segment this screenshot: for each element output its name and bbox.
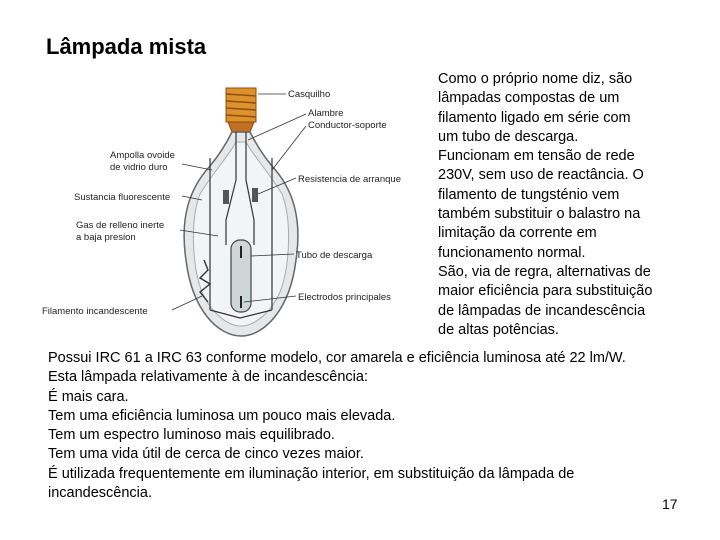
side-line: um tubo de descarga. — [438, 128, 579, 145]
body-line: É utilizada frequentemente em iluminação interior, em substituição da lâmpada de — [48, 465, 575, 482]
side-description — [438, 70, 698, 340]
slide-title: Lâmpada mista — [46, 34, 207, 59]
page-number: 17 — [662, 496, 678, 512]
side-line: Como o próprio nome diz, são — [438, 71, 633, 87]
lamp-base — [226, 88, 256, 132]
body-line: Tem uma vida útil de cerca de cinco vezes maior. — [48, 446, 364, 463]
label-tubo: Tubo de descarga — [296, 250, 373, 261]
side-line: de lâmpadas de incandescência — [438, 302, 646, 319]
side-line: funcionamento normal. — [438, 244, 586, 261]
label-sustancia: Sustancia fluorescente — [74, 192, 171, 203]
side-line: limitação da corrente em — [438, 225, 597, 242]
side-line: maior eficiência para substituição — [438, 283, 653, 300]
side-line: São, via de regra, alternativas de — [438, 263, 651, 280]
body-line: Possui IRC 61 a IRC 63 conforme modelo, cor amarela e eficiência luminosa até 22 lm/W. — [48, 350, 626, 366]
label-resistencia: Resistencia de arranque — [298, 174, 401, 185]
body-line: Tem uma eficiência luminosa um pouco mais elevada. — [48, 407, 396, 424]
label-gas-2: a baja presion — [76, 232, 136, 243]
side-line: também substituir o balastro na — [438, 206, 641, 223]
label-ampolla-1: Ampolla ovoide — [110, 150, 175, 161]
side-line: filamento ligado em série com — [438, 109, 631, 126]
label-electrodos: Electrodos principales — [298, 292, 391, 303]
body-line: Tem um espectro luminoso mais equilibrado. — [48, 427, 335, 444]
body-line: É mais cara. — [48, 388, 129, 405]
side-line: Funcionam em tensão de rede — [438, 148, 635, 165]
label-alambre: Alambre — [308, 108, 344, 119]
mixed-lamp-diagram — [40, 70, 420, 350]
label-ampolla-2: de vidrio duro — [110, 162, 168, 173]
body-description — [48, 349, 708, 503]
body-line: incandescência. — [48, 485, 152, 502]
side-line: filamento de tungsténio vem — [438, 186, 620, 203]
side-line: 230V, sem uso de reactância. O — [438, 167, 644, 184]
label-conductor: Conductor-soporte — [308, 120, 387, 131]
label-filamento: Filamento incandescente — [42, 306, 148, 317]
label-casquilho: Casquilho — [288, 89, 331, 100]
side-line: lâmpadas compostas de um — [438, 90, 620, 107]
side-line: de altas potências. — [438, 321, 559, 338]
label-gas-1: Gas de relleno inerte — [76, 220, 165, 231]
body-line: Esta lâmpada relativamente à de incandescência: — [48, 369, 368, 386]
